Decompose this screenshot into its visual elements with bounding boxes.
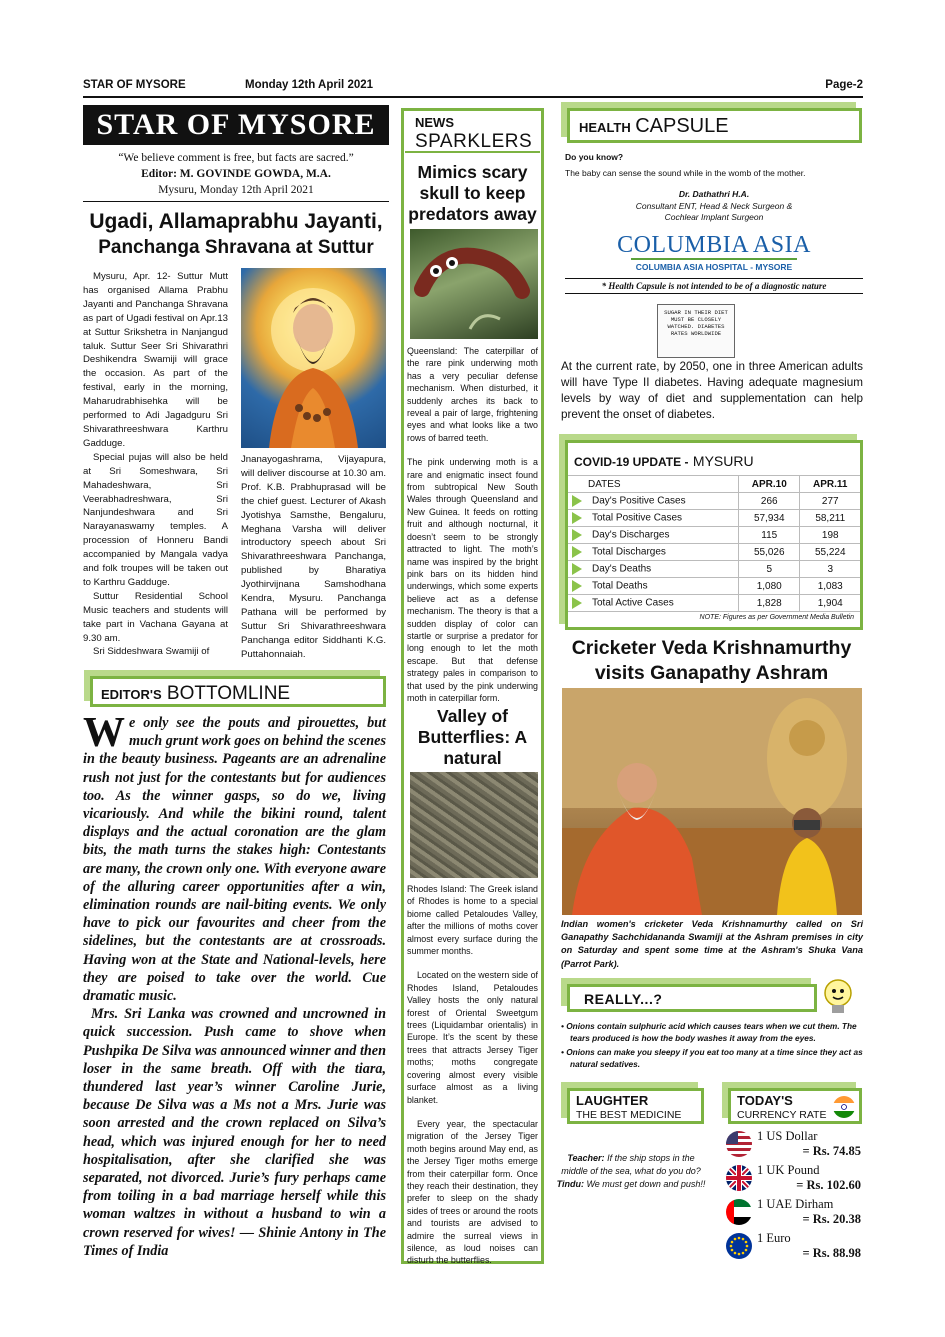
row-arrow-icon	[572, 529, 582, 541]
ashram-scene-image	[562, 688, 862, 915]
health-content	[565, 152, 863, 272]
covid-value-apr11: 3	[800, 561, 860, 578]
covid-value-apr11: 1,083	[800, 578, 860, 595]
row-arrow-icon	[572, 597, 582, 609]
really-label: REALLY...?	[584, 991, 663, 1007]
covid-row	[568, 510, 860, 527]
currency-name: 1 Euro	[757, 1231, 791, 1245]
health-label-light: CAPSULE	[635, 115, 729, 137]
editors-bottomline-box	[90, 676, 386, 707]
diabetes-caption: At the current rate, by 2050, one in three American adults will have Type II diabetes. Having adequate magnesium levels by way of diet and supplementation can help prevent the onset of diabetes.	[561, 360, 863, 421]
butterfly-valley-photo	[410, 772, 538, 878]
ugadi-headline	[83, 209, 389, 260]
covid-row-label-cell	[568, 527, 739, 544]
news-text-1	[407, 345, 538, 704]
covid-value-apr11: 277	[800, 493, 860, 510]
news-para: Queensland: The caterpillar of the rare pink underwing moth has a very peculiar defense mechanism. When disturbed, it suddenly arches its back to reveal a pair of large, frightening eyes and what looks like a two rows of barred teeth.	[407, 346, 538, 443]
cricket-photo	[562, 688, 862, 915]
diabetes-cartoon: SUGAR IN THEIR DIET MUST BE CLOSELY WATCHED. DIABETES RATES WORLDWIDE	[657, 304, 735, 358]
ugadi-para: Special pujas will also be held at Sri Someshwara, Sri Mahadeshwara, Sri Veerabhadreshwara, Sri Nanjundeshwara and Sri Narayanaswamy temples. A procession of Honneru Bandi accompanied by Mangala vadya and folk troupes will be taken out to Karthru Gadduge.	[83, 451, 228, 588]
ugadi-headline-line1: Ugadi, Allamaprabhu Jayanti,	[89, 210, 383, 233]
currency-value: = Rs. 102.60	[796, 1178, 861, 1192]
currency-label-light: CURRENCY RATE	[737, 1109, 827, 1121]
covid-value-apr10: 5	[739, 561, 800, 578]
uk-flag-icon	[725, 1164, 753, 1192]
caterpillar-image	[410, 229, 538, 339]
row-arrow-icon	[572, 512, 582, 524]
india-flag-icon	[832, 1095, 856, 1119]
news-headline-2: Valley of Butterflies: A natural	[417, 706, 528, 768]
uae-flag-icon	[725, 1198, 753, 1226]
covid-value-apr11: 1,904	[800, 595, 860, 612]
really-item-text: Onions contain sulphuric acid which causes tears when we cut them. The tears produced is how the body washes it away from the eyes.	[566, 1021, 857, 1043]
news-para: Rhodes Island: The Greek island of Rhodes is home to a special biome called Petaloudes Valley, after the millions of moths cover almost every surface during the summer months.	[407, 884, 538, 957]
really-box	[567, 984, 817, 1012]
health-fact: The baby can sense the sound while in the womb of the mother.	[565, 168, 806, 178]
editors-label-light: BOTTOMLINE	[166, 683, 291, 704]
covid-row	[568, 527, 860, 544]
news-para: Located on the western side of Rhodes Island, Petaloudes Valley hosts the only natural forest of Oriental Sweetgum trees (Liquidambar orientalis) in Europe. It’s the scent by these trees that attracts Jersey Tiger moths; moths congregate covering almost every visible surface almost as a living blanket.	[407, 970, 538, 1105]
laughter-box	[567, 1088, 704, 1124]
columbia-hospital: COLUMBIA ASIA HOSPITAL - MYSORE	[635, 261, 793, 272]
currency-row-usd	[720, 1128, 863, 1162]
covid-value-apr10: 57,934	[739, 510, 800, 527]
news-para: The pink underwing moth is a rare and enigmatic insect found from subtropical New South Wales through Queensland and New Guinea. It feeds on rotting fruit and although nocturnal, it doesn’t seem to be strongly attracted to light. The moth’s name was inspired by the bright pink bars on its hidden hind underwings, which some experts believe act as a defense mechanism. The theory is that a sudden display of color can startle or surprise a predator for long enough to let the moth escape. But that defense strategy pales in comparison to that used by the pink underwing moth in caterpillar form.	[407, 457, 538, 703]
divider	[83, 201, 389, 202]
covid-value-apr11: 198	[800, 527, 860, 544]
covid-header-row	[568, 476, 860, 493]
currency-row-eur	[720, 1230, 863, 1264]
really-item: • Onions contain sulphuric acid which causes tears when we cut them. The tears produced is how the body washes it away from the eyes.	[561, 1021, 857, 1043]
ugadi-para: Suttur Residential School Music teachers and students will take part in Vachana Gayana at 9.30 am.	[83, 590, 228, 644]
covid-title-light: MYSURU	[692, 453, 754, 469]
covid-col-apr10: APR.10	[739, 476, 800, 493]
currency-value: = Rs. 88.98	[802, 1246, 861, 1260]
editorial-dropcap: W	[83, 710, 125, 756]
header-date: Monday 12th April 2021	[245, 79, 374, 91]
news-label-light: SPARKLERS	[415, 131, 533, 152]
covid-row-label: Day's Positive Cases	[592, 495, 686, 507]
covid-value-apr10: 55,026	[739, 544, 800, 561]
covid-row-label: Total Positive Cases	[592, 512, 683, 524]
header-paper-name: STAR OF MYSORE	[83, 79, 186, 91]
saint-portrait	[241, 268, 386, 448]
news-text-2	[407, 883, 538, 1267]
covid-row-label-cell	[568, 510, 739, 527]
currency-name: 1 UK Pound	[757, 1163, 820, 1177]
covid-update-box	[565, 440, 863, 630]
columbia-brand: COLUMBIA ASIA	[617, 231, 811, 258]
joke-teacher-name: Teacher:	[567, 1153, 605, 1163]
covid-row-label-cell	[568, 578, 739, 595]
health-role-1: Consultant ENT, Head & Neck Surgeon &	[635, 200, 793, 211]
really-item-text: Onions can make you sleepy if you eat too many at a time since they act as natural sedatives.	[566, 1047, 863, 1069]
masthead-info	[83, 150, 389, 198]
row-arrow-icon	[572, 495, 582, 507]
laughter-joke	[556, 1152, 706, 1191]
covid-value-apr10: 1,828	[739, 595, 800, 612]
ugadi-para: Sri Siddeshwara Swamiji of	[93, 646, 210, 658]
row-arrow-icon	[572, 563, 582, 575]
cricket-headline-line1: Cricketer Veda Krishnamurthy	[571, 637, 852, 659]
covid-title-bold: COVID-19 UPDATE -	[574, 455, 689, 469]
covid-col-dates: DATES	[568, 476, 739, 493]
joke-teacher-line: If the ship stops in the middle of the sea, what do you do?	[561, 1153, 701, 1176]
saint-figure-image	[241, 268, 386, 448]
covid-value-apr10: 266	[739, 493, 800, 510]
covid-row-label: Day's Discharges	[592, 529, 670, 541]
covid-row	[568, 544, 860, 561]
masthead-logo: STAR OF MYSORE	[83, 105, 389, 145]
cricket-headline-line2: visits Ganapathy Ashram	[594, 661, 829, 684]
laughter-label-bold: LAUGHTER	[576, 1093, 649, 1108]
news-para: Every year, the spectacular migration of the Jersey Tiger moth begins around May end, as the Jersey Tiger moths emerge from their caterpillar form. Once they reach their destination, they prefer to sleep on the shady sides of trees or around the roots and tourists are advised to admire the surreal views in silence, as loud noises can disturb the butterflies.	[407, 1118, 538, 1266]
covid-value-apr11: 55,224	[800, 544, 860, 561]
columbia-asia-logo	[565, 232, 863, 272]
masthead-editor: Editor: M. GOVINDE GOWDA, M.A.	[141, 168, 331, 180]
editors-label-bold: EDITOR'S	[101, 687, 162, 702]
ugadi-headline-line2: Panchanga Shravana at Suttur	[98, 237, 374, 258]
header-page: Page-2	[825, 79, 863, 91]
currency-value: = Rs. 74.85	[802, 1144, 861, 1158]
joke-student-line: We must get down and push!!	[586, 1179, 706, 1189]
currency-value: = Rs. 20.38	[802, 1212, 861, 1226]
ugadi-col1	[83, 270, 228, 659]
currency-label-bold: TODAY'S	[737, 1093, 793, 1108]
news-sparklers-label	[405, 111, 540, 153]
cricket-headline	[560, 636, 863, 685]
covid-row-label: Day's Deaths	[592, 563, 652, 575]
currency-name: 1 US Dollar	[757, 1129, 818, 1143]
editorial-para: Mrs. Sri Lanka was crowned and uncrowned in quick succession. Push came to shove when Pushpika De Silva was announced winner and then loser in the same breath. Off with the tiara, thundered last year’s winner Caroline Jurie, because De Silva was a Ms not a Mrs. Jurie was soon arrested and the crown replaced on Silva’s head, which was injured enough for her to need hospitalisation, after she clarified she was separated, not divorced. Jurie’s fury perhaps came from toiling in a bad marriage herself while this woman waltzes in without a husband to win a crown reserved for wives! — Shinie Antony in The Times of India	[83, 1006, 386, 1259]
currency-row-gbp	[720, 1162, 863, 1196]
cricket-caption: Indian women's cricketer Veda Krishnamurthy called on Sri Ganapathy Sachchidananda Swamiji at the Ashram premises in city on Saturday and spent some time at the Ashram's Shuka Vana (Parrot Park).	[561, 919, 863, 969]
covid-row-label: Total Active Cases	[592, 597, 674, 609]
covid-row	[568, 578, 860, 595]
masthead-place-date: Mysuru, Monday 12th April 2021	[158, 184, 314, 196]
editorial-para: e only see the pouts and pirouettes, but much grunt work goes on behind the scenes in the beauty business. Pageants are an adrenaline rush not just for the contestants but for audiences too. As the winner gasps, so do we, living vicariously. And while the bikini round, talent displays and the actual coronation are the glam bits, the math turns the stakes high: Contestants are many, the crown only one. With everyone aware of the alluring career opportunities after a win, elimination rounds are nail-biting events. We only have to pick our favourites and cheer from the sidelines, but the contestants are at crossroads. Having won at the State and National-levels, here they are poised to take over the world. Cue dramatic music.	[83, 715, 386, 1005]
covid-row-label: Total Deaths	[592, 580, 648, 592]
bulb-icon	[816, 975, 860, 1019]
joke-student-name: Tindu:	[556, 1179, 584, 1189]
covid-value-apr11: 58,211	[800, 510, 860, 527]
caterpillar-photo	[410, 229, 538, 339]
really-item: • Onions can make you sleepy if you eat too many at a time since they act as natural sedatives.	[561, 1047, 863, 1069]
currency-name: 1 UAE Dirham	[757, 1197, 834, 1211]
covid-table	[568, 476, 860, 612]
covid-note: NOTE: Figures as per Government Media Bulletin	[699, 614, 854, 621]
covid-value-apr10: 1,080	[739, 578, 800, 595]
us-flag-icon	[725, 1130, 753, 1158]
covid-row-label-cell	[568, 544, 739, 561]
editorial-body	[83, 710, 386, 1260]
row-arrow-icon	[572, 580, 582, 592]
covid-row-label: Total Discharges	[592, 546, 666, 558]
currency-box	[728, 1088, 862, 1124]
page-header	[83, 78, 863, 98]
covid-row-label-cell	[568, 493, 739, 510]
health-doctor: Dr. Dathathri H.A.	[678, 189, 750, 199]
health-question: Do you know?	[565, 152, 624, 162]
covid-col-apr11: APR.11	[800, 476, 860, 493]
row-arrow-icon	[572, 546, 582, 558]
laughter-label-light: THE BEST MEDICINE	[576, 1109, 682, 1121]
masthead-motto: “We believe comment is free, but facts are sacred.”	[118, 152, 354, 164]
health-role-2: Cochlear Implant Surgeon	[664, 212, 764, 222]
covid-row	[568, 595, 860, 612]
health-disclaimer: * Health Capsule is not intended to be of a diagnostic nature	[565, 278, 863, 294]
currency-row-aed	[720, 1196, 863, 1230]
really-list	[561, 1020, 863, 1070]
covid-row-label-cell	[568, 595, 739, 612]
eu-flag-icon	[725, 1232, 753, 1260]
health-capsule-box	[567, 108, 862, 143]
news-label-bold: NEWS	[415, 115, 454, 130]
ugadi-col2	[241, 453, 386, 662]
covid-row-label-cell	[568, 561, 739, 578]
covid-row	[568, 561, 860, 578]
health-label-bold: HEALTH	[579, 120, 631, 135]
covid-value-apr10: 115	[739, 527, 800, 544]
covid-row	[568, 493, 860, 510]
ugadi-para: Jnanayogashrama, Vijayapura, will deliver discourse at 10.30 am. Prof. K.B. Prabhuprasad will be the chief guest. Lecturer of Akash Jyotishya Samsthe, Bengaluru, Meghana Varsha will deliver introductory speech about Sri Shivarathreeshwara Panchanga, published by Bharatiya Jyothirvijnana Samshodhana Kendra, Mysuru. Panchanga Pathana will be performed by Suttur Sri Shivarathreeshwara Panchanga editor Siddhanti K.G. Puttahonnaiah.	[241, 454, 386, 660]
news-headline-1: Mimics scary skull to keep predators away	[408, 162, 537, 224]
ugadi-para: Mysuru, Apr. 12- Suttur Mutt has organised Allama Prabhu Jayanti and Panchanga Shravana as part of Ugadi festival on Apr.13 at Suttur Srikshetra in Nanjangud taluk. Suttur Seer Sri Shivarathri Deshikendra Swamiji will grace the occasion. As part of the festival, early in the morning, Maharudrabhisehka will be performed to Adi Jagadguru Sri Shivarathreeshwara Karthru Gadduge.	[83, 271, 228, 449]
